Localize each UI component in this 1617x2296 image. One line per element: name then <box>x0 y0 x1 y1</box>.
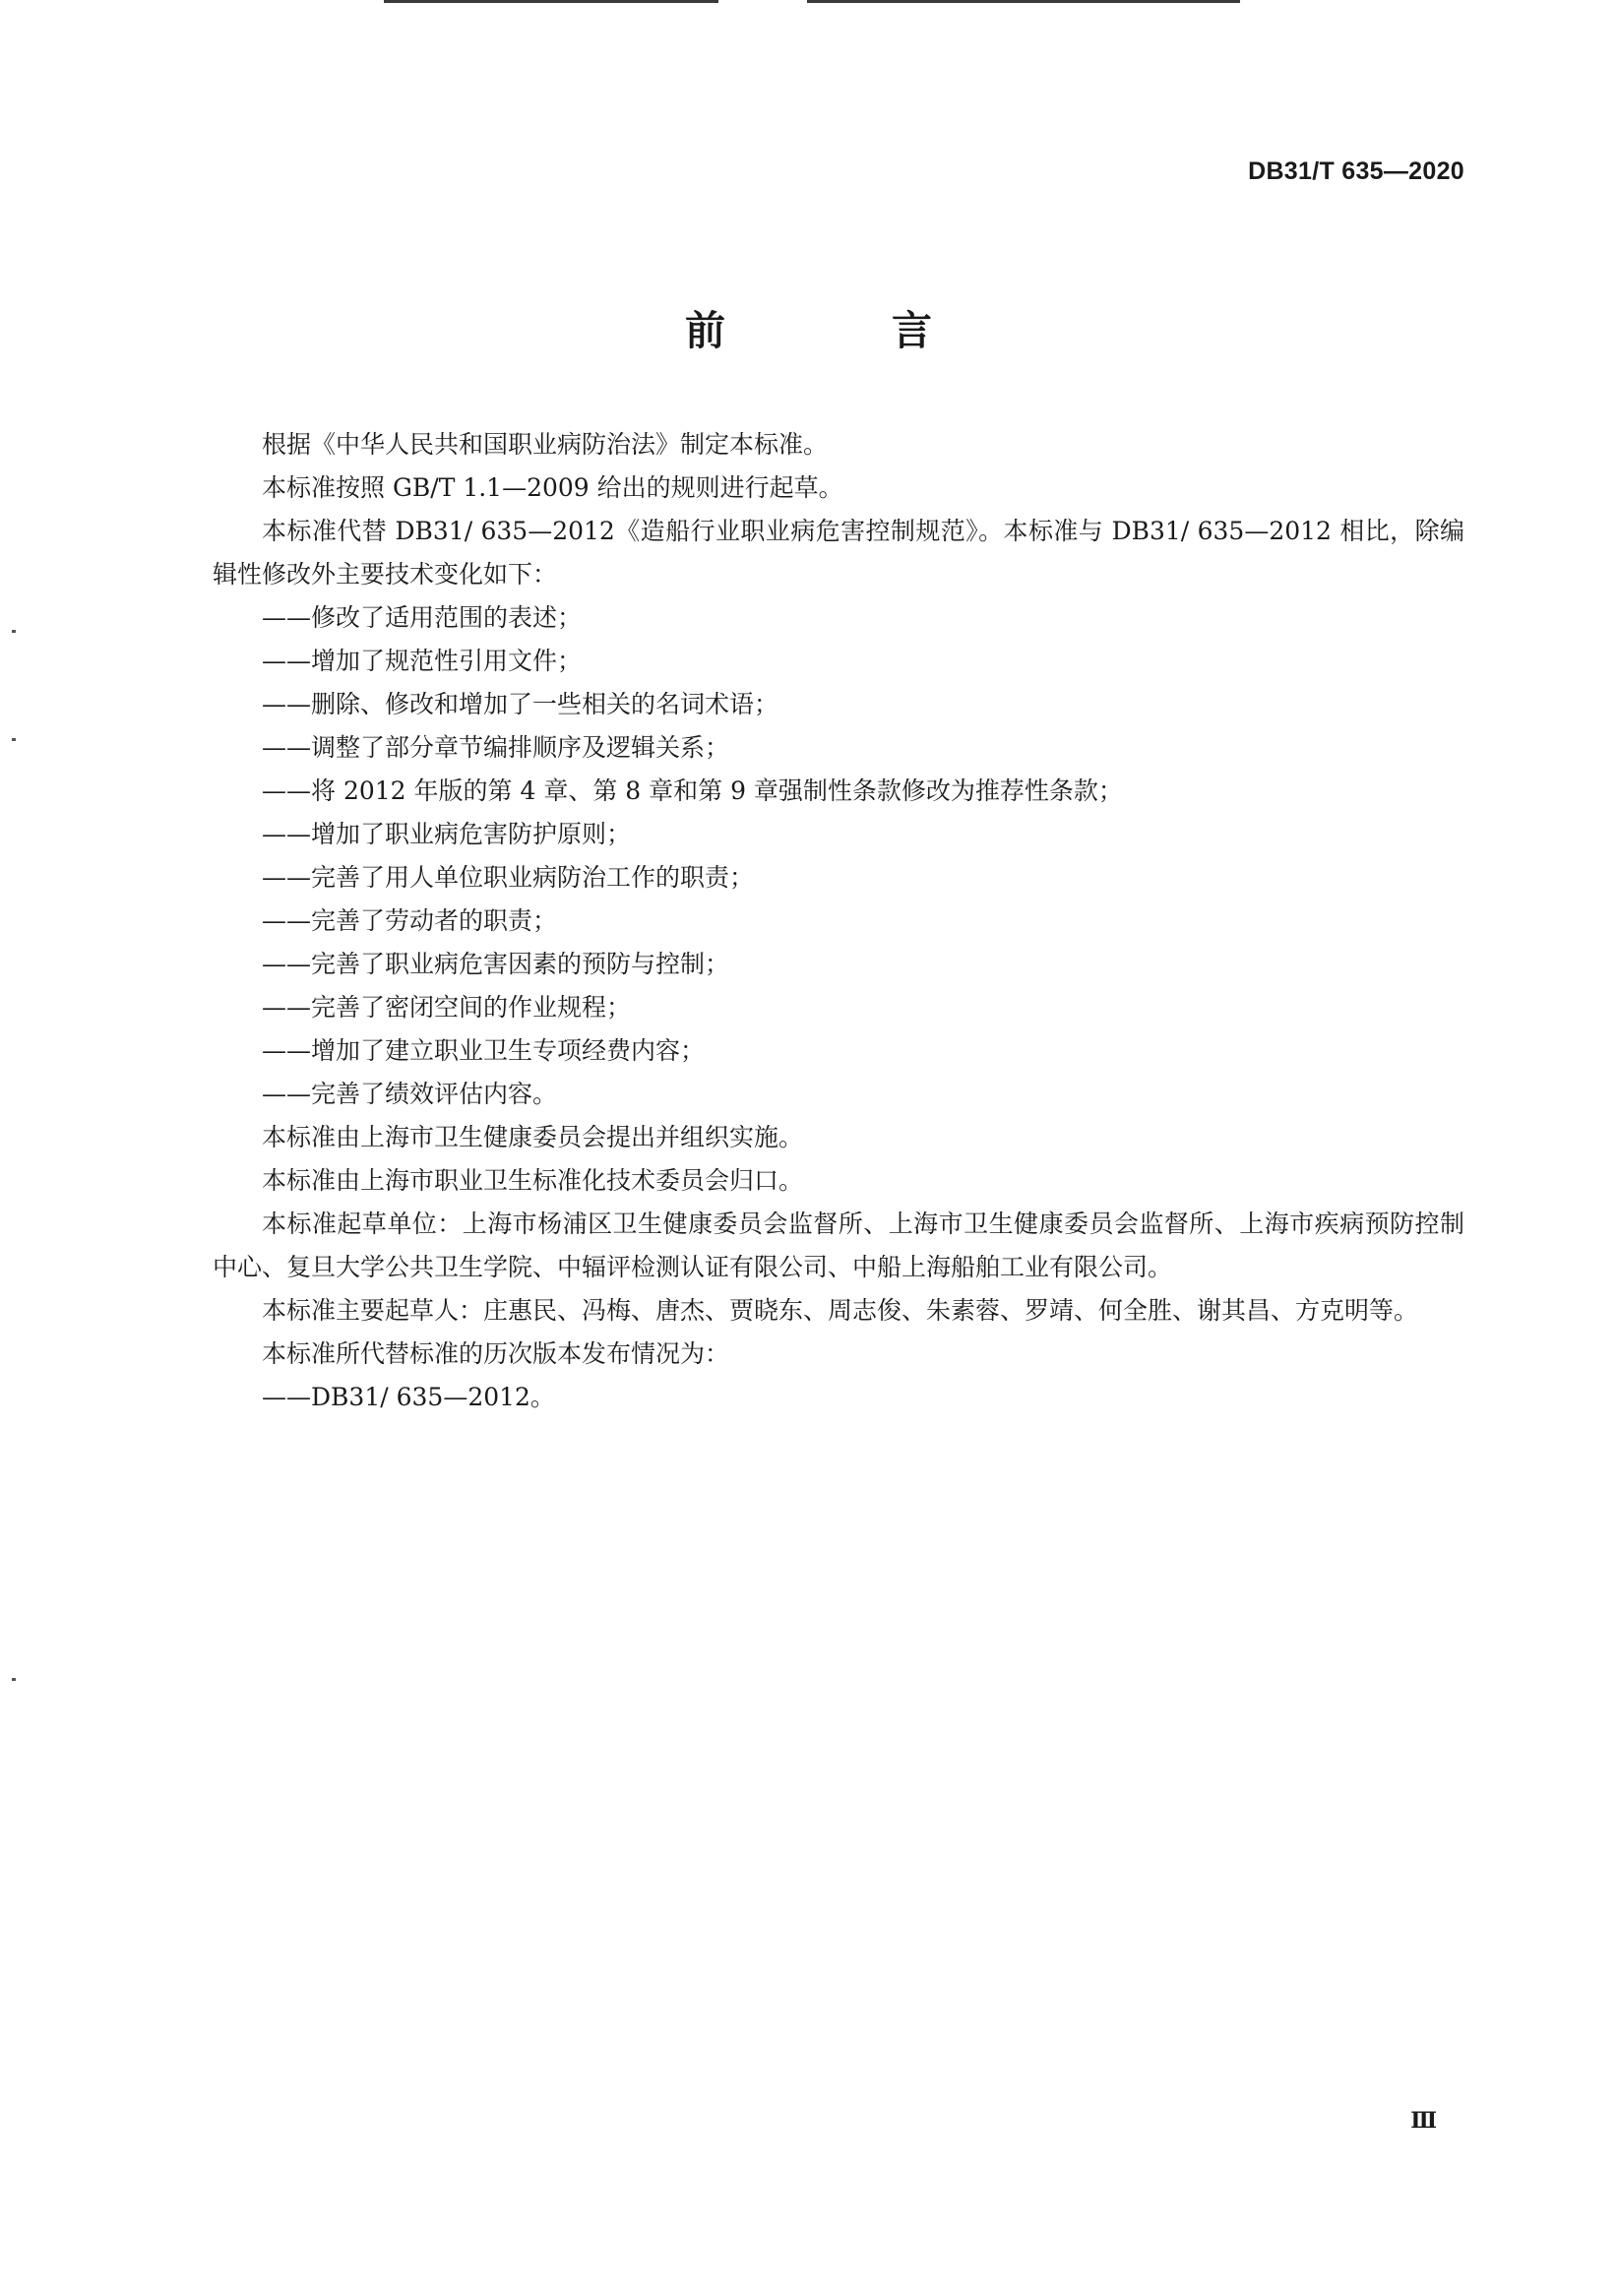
scan-edge-mark <box>12 738 16 741</box>
page-number: Ⅲ <box>1410 2108 1435 2134</box>
paragraph-legal-basis: 根据《中华人民共和国职业病防治法》制定本标准。 <box>262 430 829 459</box>
list-item: ——修改了适用范围的表述； <box>262 603 583 632</box>
list-item: ——删除、修改和增加了一些相关的名词术语； <box>262 690 779 718</box>
list-item: ——DB31/ 635—2012。 <box>262 1383 555 1411</box>
paragraph-drafting-units: 本标准起草单位：上海市杨浦区卫生健康委员会监督所、上海市卫生健康委员会监督所、上海市疾病预防控制中心、复旦大学公共卫生学院、中辐评检测认证有限公司、中船上海船舶工业有限公司。 <box>213 1210 1464 1281</box>
scan-edge-mark <box>384 0 718 3</box>
changes-list <box>213 596 1464 1116</box>
page-title: 前 言 <box>685 307 995 354</box>
list-item: ——完善了用人单位职业病防治工作的职责； <box>262 863 755 892</box>
preface-body <box>213 423 1464 1419</box>
list-item: ——完善了职业病危害因素的预防与控制； <box>262 950 730 978</box>
list-item: ——完善了密闭空间的作业规程； <box>262 993 632 1022</box>
paragraph-drafters: 本标准主要起草人：庄惠民、冯梅、唐杰、贾晓东、周志俊、朱素蓉、罗靖、何全胜、谢其昌、方克明等。 <box>262 1296 1419 1325</box>
paragraph-drafting-rules: 本标准按照 GB/T 1.1—2009 给出的规则进行起草。 <box>262 473 843 502</box>
list-item: ——将 2012 年版的第 4 章、第 8 章和第 9 章强制性条款修改为推荐性条款； <box>262 776 1123 805</box>
document-code: DB31/T 635—2020 <box>1248 157 1464 185</box>
scan-edge-mark <box>12 630 16 633</box>
paragraph-replacement: 本标准代替 DB31/ 635—2012《造船行业职业病危害控制规范》。本标准与 DB31/ 635—2012 相比，除编辑性修改外主要技术变化如下： <box>213 517 1464 589</box>
list-item: ——增加了职业病危害防护原则； <box>262 820 632 848</box>
list-item: ——增加了规范性引用文件； <box>262 647 583 675</box>
list-item: ——完善了绩效评估内容。 <box>262 1080 558 1108</box>
scan-edge-mark <box>12 1678 16 1681</box>
paragraph-proposer: 本标准由上海市卫生健康委员会提出并组织实施。 <box>262 1123 804 1151</box>
paragraph-committee: 本标准由上海市职业卫生标准化技术委员会归口。 <box>262 1166 804 1195</box>
paragraph-history-intro: 本标准所代替标准的历次版本发布情况为： <box>262 1339 730 1368</box>
scan-edge-mark <box>807 0 1240 3</box>
list-item: ——完善了劳动者的职责； <box>262 906 558 935</box>
list-item: ——调整了部分章节编排顺序及逻辑关系； <box>262 733 730 762</box>
list-item: ——增加了建立职业卫生专项经费内容； <box>262 1036 706 1065</box>
